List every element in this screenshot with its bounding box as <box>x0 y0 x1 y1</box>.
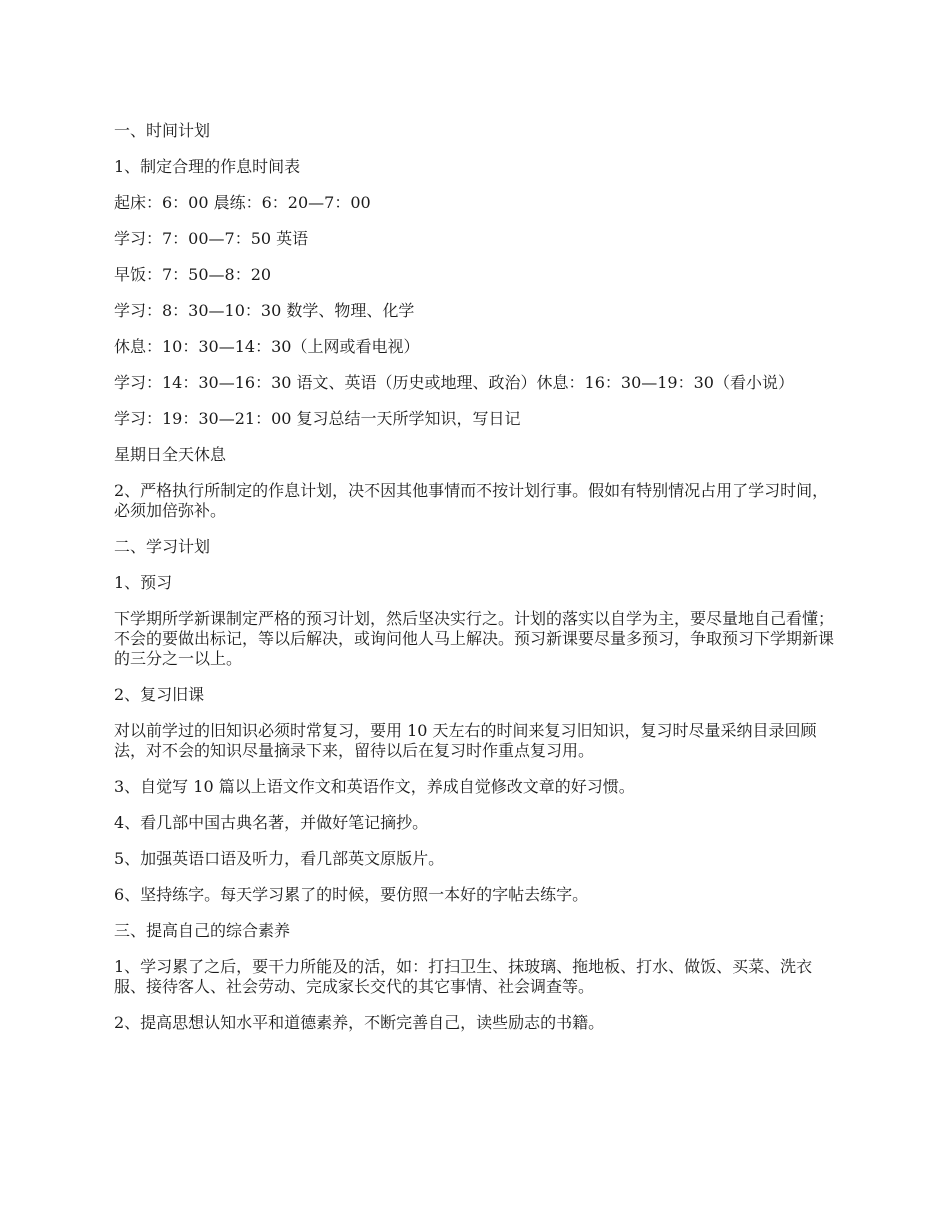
subheading-review: 2、复习旧课 <box>114 685 205 704</box>
schedule-study-evening: 学习：19：30—21：00 复习总结一天所学知识，写日记 <box>114 409 521 428</box>
schedule-study-science: 学习：8：30—10：30 数学、物理、化学 <box>114 301 415 320</box>
document-body <box>114 121 844 1049</box>
paragraph-review: 对以前学过的旧知识必须时常复习，要用 10 天左右的时间来复习旧知识，复习时尽量采纳目录回顾法，对不会的知识尽量摘录下来，留待以后在复习时作重点复习用。 <box>114 721 817 760</box>
schedule-breakfast: 早饭：7：50—8：20 <box>114 265 272 284</box>
subheading-schedule: 1、制定合理的作息时间表 <box>114 157 301 176</box>
item-calligraphy: 6、坚持练字。每天学习累了的时候，要仿照一本好的字帖去练字。 <box>114 885 589 904</box>
section-heading-quality: 三、提高自己的综合素养 <box>114 921 291 940</box>
paragraph-strict-execution: 2、严格执行所制定的作息计划，决不因其他事情而不按计划行事。假如有特别情况占用了学习时间，必须加倍弥补。 <box>114 481 829 520</box>
paragraph-preview: 下学期所学新课制定严格的预习计划，然后坚决实行之。计划的落实以自学为主，要尽量地自己看懂；不会的要做出标记，等以后解决，或询问他人马上解决。预习新课要尽量多预习，争取预习下学期新课的三分之一以上。 <box>114 609 835 668</box>
item-essays: 3、自觉写 10 篇以上语文作文和英语作文，养成自觉修改文章的好习惯。 <box>114 777 635 796</box>
schedule-study-english: 学习：7：00—7：50 英语 <box>114 229 309 248</box>
item-housework: 1、学习累了之后，要干力所能及的活，如：打扫卫生、抹玻璃、拖地板、打水、做饭、买菜、洗衣服、接待客人、社会劳动、完成家长交代的其它事情、社会调查等。 <box>114 957 813 996</box>
schedule-sunday: 星期日全天休息 <box>114 445 227 464</box>
section-heading-study-plan: 二、学习计划 <box>114 537 211 556</box>
schedule-study-afternoon: 学习：14：30—16：30 语文、英语（历史或地理、政治）休息：16：30—19：30（看小说） <box>114 373 794 392</box>
schedule-rest-noon: 休息：10：30—14：30（上网或看电视） <box>114 337 420 356</box>
item-moral-improvement: 2、提高思想认知水平和道德素养，不断完善自己，读些励志的书籍。 <box>114 1013 605 1032</box>
subheading-preview: 1、预习 <box>114 573 173 592</box>
item-english-listening: 5、加强英语口语及听力，看几部英文原版片。 <box>114 849 445 868</box>
item-classics: 4、看几部中国古典名著，并做好笔记摘抄。 <box>114 813 429 832</box>
section-heading-time-plan: 一、时间计划 <box>114 121 211 140</box>
schedule-wakeup: 起床：6：00 晨练：6：20—7：00 <box>114 193 371 212</box>
